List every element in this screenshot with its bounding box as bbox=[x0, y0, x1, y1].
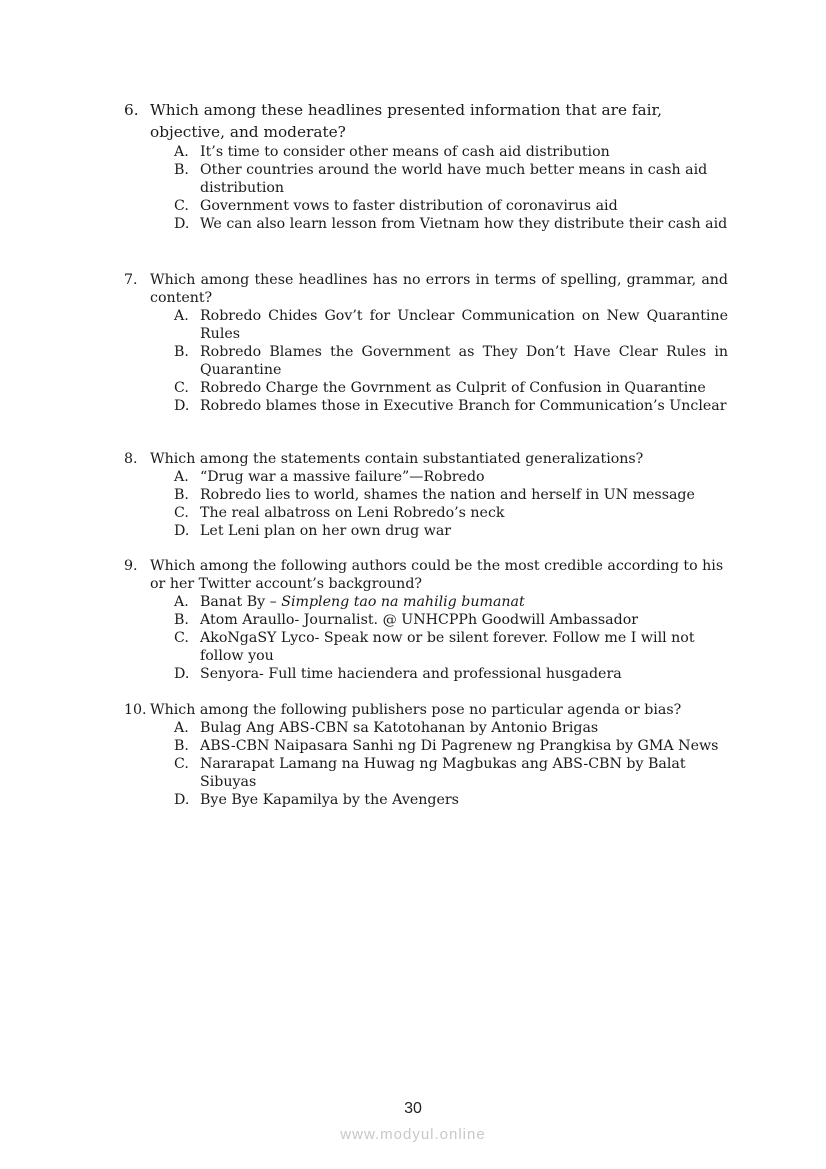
question-10 bbox=[124, 701, 728, 809]
option-text: ABS-CBN Naipasara Sanhi ng Di Pagrenew ng Prangkisa by GMA News bbox=[200, 738, 719, 754]
option-a bbox=[174, 307, 728, 343]
option-letter: C. bbox=[174, 505, 189, 521]
options-list bbox=[174, 143, 728, 233]
question-text: Which among these headlines has no errors in terms of spelling, grammar, and content? bbox=[150, 272, 728, 306]
option-b bbox=[174, 161, 728, 197]
option-c bbox=[174, 197, 728, 215]
option-text: Nararapat Lamang na Huwag ng Magbukas ang ABS-CBN by Balat Sibuyas bbox=[200, 756, 686, 790]
option-b bbox=[174, 486, 728, 504]
question-text: Which among the following publishers pose no particular agenda or bias? bbox=[150, 702, 682, 718]
option-text: We can also learn lesson from Vietnam how they distribute their cash aid bbox=[200, 216, 728, 232]
option-c bbox=[174, 504, 728, 522]
option-text: Senyora- Full time haciendera and professional husgadera bbox=[200, 666, 622, 682]
options-list bbox=[174, 593, 728, 683]
question-number: 6. bbox=[124, 101, 139, 119]
options-list bbox=[174, 307, 728, 415]
option-b bbox=[174, 343, 728, 379]
option-letter: D. bbox=[174, 792, 190, 808]
option-letter: A. bbox=[174, 720, 189, 736]
option-text: The real albatross on Leni Robredo’s neck bbox=[200, 505, 505, 521]
watermark: www.modyul.online bbox=[340, 1126, 486, 1143]
option-text: Robredo blames those in Executive Branch for Communication’s Unclear bbox=[200, 398, 727, 414]
page-number: 30 bbox=[404, 1100, 422, 1117]
option-letter: C. bbox=[174, 630, 189, 646]
option-a bbox=[174, 719, 728, 737]
question-9 bbox=[124, 557, 728, 683]
option-text: Robredo Blames the Government as They Don’t Have Clear Rules in Quarantine bbox=[200, 344, 728, 378]
option-a bbox=[174, 468, 728, 486]
question-text: Which among the statements contain substantiated generalizations? bbox=[150, 451, 644, 467]
options-list bbox=[174, 719, 728, 809]
option-c bbox=[174, 629, 728, 665]
option-text bbox=[200, 593, 728, 611]
question-7 bbox=[124, 271, 728, 415]
option-d bbox=[174, 791, 728, 809]
option-d bbox=[174, 397, 728, 415]
option-text-prefix: Banat By – bbox=[200, 594, 282, 610]
question-number: 7. bbox=[124, 272, 138, 288]
option-text: Robredo lies to world, shames the nation and herself in UN message bbox=[200, 487, 695, 503]
option-letter: A. bbox=[174, 594, 189, 610]
option-text: Other countries around the world have much better means in cash aid distribution bbox=[200, 162, 708, 196]
question-text: Which among the following authors could be the most credible according to his or her Twitter account’s background? bbox=[150, 558, 724, 592]
option-text: Bye Bye Kapamilya by the Avengers bbox=[200, 792, 459, 808]
option-letter: A. bbox=[174, 308, 189, 324]
option-text: Robredo Charge the Govrnment as Culprit of Confusion in Quarantine bbox=[200, 380, 706, 396]
option-letter: D. bbox=[174, 216, 190, 232]
option-text: It’s time to consider other means of cash aid distribution bbox=[200, 144, 610, 160]
option-letter: B. bbox=[174, 162, 189, 178]
option-letter: C. bbox=[174, 756, 189, 772]
option-letter: A. bbox=[174, 469, 189, 485]
question-number: 9. bbox=[124, 558, 138, 574]
option-text: “Drug war a massive failure”—Robredo bbox=[200, 469, 485, 485]
option-d bbox=[174, 215, 728, 233]
option-text: AkoNgaSY Lyco- Speak now or be silent forever. Follow me I will not follow you bbox=[200, 630, 695, 664]
option-letter: B. bbox=[174, 738, 189, 754]
option-text-italic: Simpleng tao na mahilig bumanat bbox=[281, 594, 525, 610]
option-letter: B. bbox=[174, 612, 189, 628]
option-letter: D. bbox=[174, 523, 190, 539]
option-letter: C. bbox=[174, 198, 189, 214]
option-letter: D. bbox=[174, 666, 190, 682]
option-d bbox=[174, 522, 728, 540]
option-letter: B. bbox=[174, 344, 189, 360]
option-letter: C. bbox=[174, 380, 189, 396]
option-b bbox=[174, 737, 728, 755]
option-text: Atom Araullo- Journalist. @ UNHCPPh Goodwill Ambassador bbox=[200, 612, 639, 628]
options-list bbox=[174, 468, 728, 540]
option-text: Let Leni plan on her own drug war bbox=[200, 523, 452, 539]
option-letter: A. bbox=[174, 144, 189, 160]
option-d bbox=[174, 665, 728, 683]
option-text: Government vows to faster distribution of coronavirus aid bbox=[200, 198, 618, 214]
question-text: Which among these headlines presented information that are fair, objective, and moderate? bbox=[150, 101, 663, 141]
question-number: 8. bbox=[124, 451, 138, 467]
option-text: Bulag Ang ABS-CBN sa Katotohanan by Antonio Brigas bbox=[200, 720, 599, 736]
question-6 bbox=[124, 99, 728, 233]
option-letter: B. bbox=[174, 487, 189, 503]
option-a bbox=[174, 143, 728, 161]
option-text: Robredo Chides Gov’t for Unclear Communication on New Quarantine Rules bbox=[200, 308, 728, 342]
option-b bbox=[174, 611, 728, 629]
question-8 bbox=[124, 450, 728, 540]
option-a bbox=[174, 593, 728, 611]
option-c bbox=[174, 755, 728, 791]
option-c bbox=[174, 379, 728, 397]
option-letter: D. bbox=[174, 398, 190, 414]
question-number: 10. bbox=[124, 702, 147, 718]
